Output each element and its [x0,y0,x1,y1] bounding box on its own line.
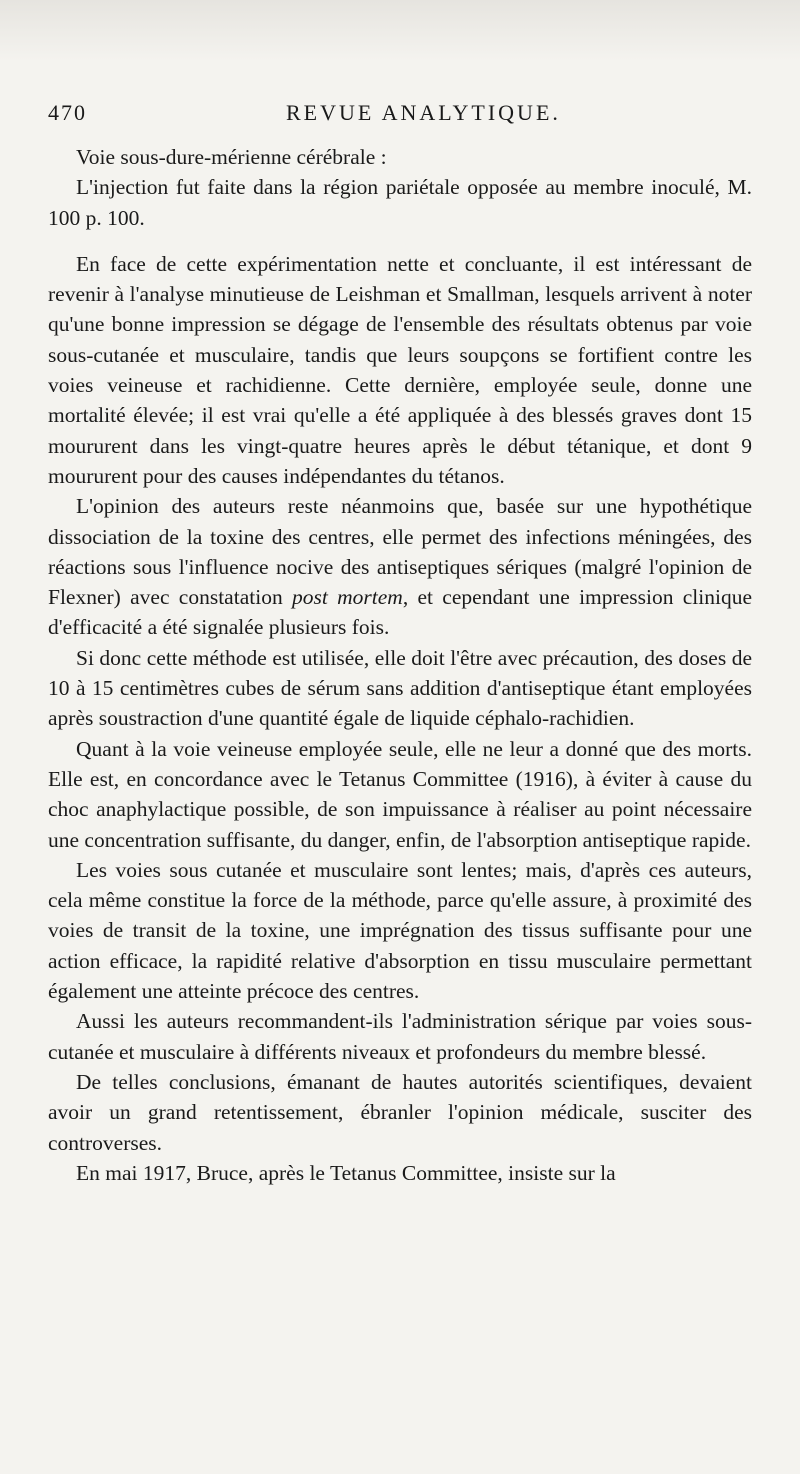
paragraph-heading: Voie sous-dure-mérienne cérébrale : [76,145,387,169]
paragraph: Les voies sous cutanée et musculaire sont lentes; mais, d'après ces auteurs, cela même constitue la force de la méthode, parce qu'elle assure, à proximité des voies de transit de la toxine, une imprégnation des tissus suffisante pour une action efficace, la rapidité relative d'absorption en tissu musculaire permettant également une atteinte précoce des centres. [48,857,752,1004]
paragraph: En face de cette expérimentation nette et concluante, il est intéressant de revenir à l'analyse minutieuse de Leishman et Smallman, lesquels arrivent à noter qu'une bonne impression se dégage de l'ensemble des résultats obtenus par voie sous-cutanée et musculaire, tandis que leurs soupçons se fortifient contre les voies veineuse et rachidienne. Cette dernière, employée seule, donne une mortalité élevée; il est vrai qu'elle a été appliquée à des blessés graves dont 15 moururent dans les vingt-quatre heures après le début tétanique, et dont 9 moururent pour des causes indépendantes du tétanos. [48,251,752,488]
paragraph [48,491,752,642]
paragraph: De telles conclusions, émanant de hautes autorités scientifiques, devaient avoir un grand retentissement, ébranler l'opinion médicale, susciter des controverses. [48,1069,752,1155]
paragraph: Si donc cette méthode est utilisée, elle doit l'être avec précaution, des doses de 10 à 15 centimètres cubes de sérum sans addition d'antiseptique étant employées après soustraction d'une quantité égale de liquide céphalo-rachidien. [48,645,752,731]
paragraph: Quant à la voie veineuse employée seule, elle ne leur a donné que des morts. Elle est, en concordance avec le Tetanus Committee (1916), à éviter à cause du choc anaphylactique possible, de son impuissance à réaliser au point nécessaire une concentration suffisante, du danger, enfin, de l'absorption antiseptique rapide. [48,736,752,852]
paragraph-text: , et cependant une impression clinique d'efficacité a été signalée plusieurs fois. [48,585,752,640]
running-header [48,100,752,134]
paragraph: Aussi les auteurs recommandent-ils l'administration sérique par voies sous-cutanée et musculaire à différents niveaux et profondeurs du membre blessé. [48,1009,752,1064]
page-number: 470 [48,100,87,125]
body-text [48,142,752,1188]
paragraph: L'injection fut faite dans la région pariétale opposée au membre inoculé, M. 100 p. 100. [48,175,752,230]
paragraph-text: L'opinion des auteurs reste néanmoins que, basée sur une hypothétique dissociation de la toxine des centres, elle permet des infections méningées, des réactions sous l'influence nocive des antiseptiques sériques (malgré l'opinion de Flexner) avec constatation [48,494,752,610]
italic-phrase: post mortem [292,585,403,610]
top-scan-smudge [0,0,800,60]
running-title: REVUE ANALYTIQUE. [286,100,561,125]
paragraph: En mai 1917, Bruce, après le Tetanus Committee, insiste sur la [76,1160,616,1185]
